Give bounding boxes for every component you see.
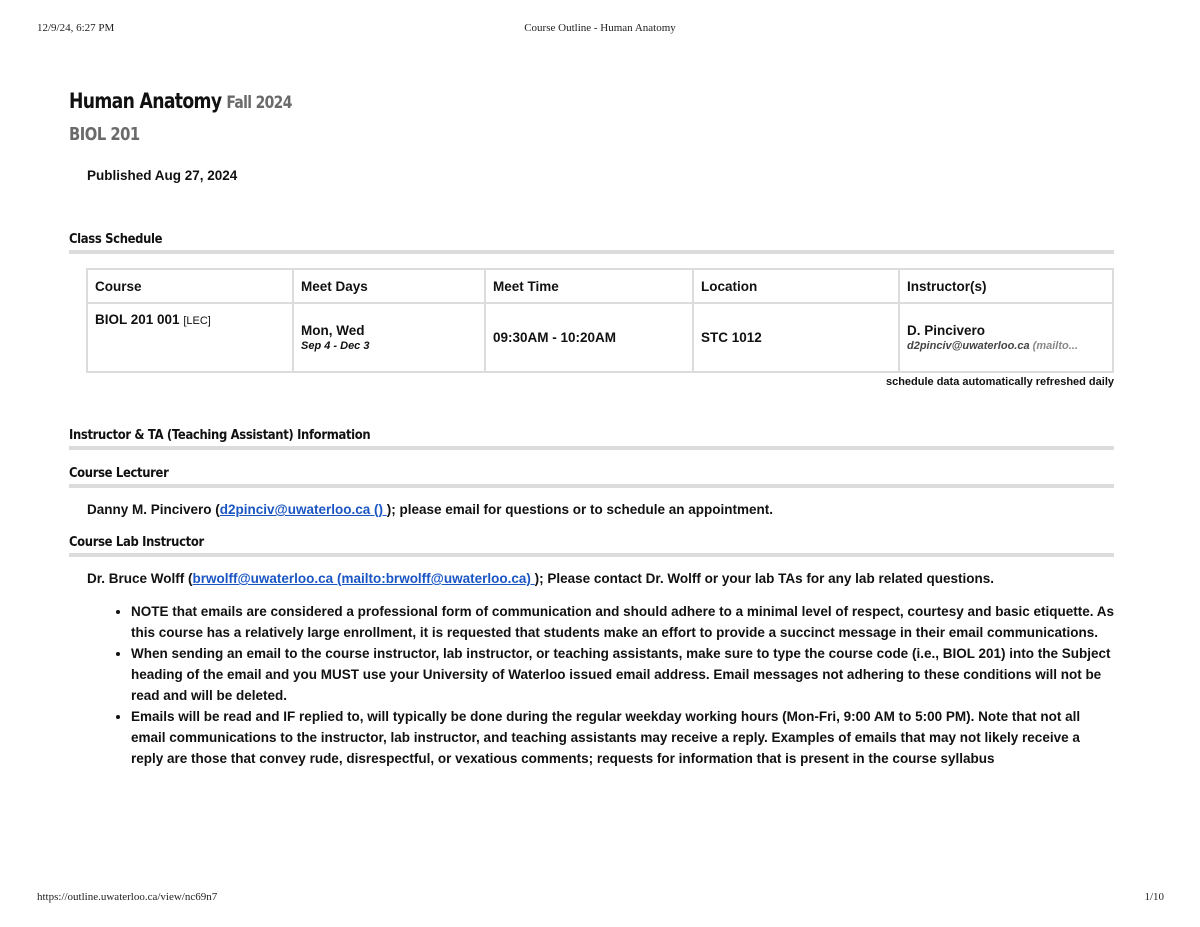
meet-days: Mon, Wed xyxy=(301,323,365,338)
column-header: Meet Time xyxy=(485,269,693,303)
instructor-name: D. Pincivero xyxy=(907,323,986,338)
schedule-header-row xyxy=(87,269,1113,303)
instructor-email[interactable]: d2pinciv@uwaterloo.ca (mailto... xyxy=(907,340,1078,352)
print-footer xyxy=(37,891,1164,903)
class-schedule-heading: Class Schedule xyxy=(69,230,1114,254)
published-date: Published Aug 27, 2024 xyxy=(87,168,238,183)
instructor-ta-heading: Instructor & TA (Teaching Assistant) Information xyxy=(69,426,1114,450)
list-item: • Emails will be read and IF replied to, will typically be done during the regular weekday working hours (Mon-Fri, 9:00 AM to 5:00 PM). Note that not all email communications to the instructor, lab instructor, and teaching assistants may receive a reply. Examples of emails that may not likely receive a reply are those that convey rude, disrespectful, or vexatious comments; requests for information that is present in the course syllabus xyxy=(131,706,1114,769)
instructor-cell xyxy=(899,303,1113,372)
print-page-number: 1/10 xyxy=(1144,891,1164,903)
course-outline-content xyxy=(69,86,1114,769)
meet-dates: Sep 4 - Dec 3 xyxy=(301,340,370,352)
page-title xyxy=(69,86,926,116)
print-url: https://outline.uwaterloo.ca/view/nc69n7 xyxy=(37,891,218,903)
list-item: • When sending an email to the course instructor, lab instructor, or teaching assistants, make sure to type the course code (i.e., BIOL 201) into the Subject heading of the email and you MUST use your University of Waterloo issued email address. Email messages not adhering to these conditions will not be read and will be deleted. xyxy=(131,643,1114,706)
course-cell xyxy=(87,303,293,372)
list-item: • NOTE that emails are considered a professional form of communication and should adhere to a minimal level of respect, courtesy and basic etiquette. As this course has a relatively large enrollment, it is requested that students make an effort to provide a succinct message in their email communications. xyxy=(131,601,1114,643)
column-header: Course xyxy=(87,269,293,303)
column-header: Meet Days xyxy=(293,269,485,303)
schedule-refresh-note: schedule data automatically refreshed daily xyxy=(885,376,1114,388)
course-term: Fall 2024 xyxy=(226,93,292,113)
lab-instructor-info: Dr. Bruce Wolff (brwolff@uwaterloo.ca (mailto:brwolff@uwaterloo.ca) ); Please contact Dr. Wolff or your lab TAs for any lab related questions. xyxy=(87,571,994,586)
section-code: BIOL 201 001 xyxy=(95,312,180,327)
print-title: Course Outline - Human Anatomy xyxy=(524,22,676,34)
course-code: BIOL 201 xyxy=(69,124,140,145)
table-row xyxy=(87,303,1113,372)
course-lab-instructor-heading: Course Lab Instructor xyxy=(69,533,1114,557)
course-title: Human Anatomy xyxy=(69,89,222,113)
lecturer-email-link[interactable]: d2pinciv@uwaterloo.ca () xyxy=(219,502,387,517)
meet-time-cell: 09:30AM - 10:20AM xyxy=(485,303,693,372)
course-lecturer-heading: Course Lecturer xyxy=(69,464,1114,488)
section-type: [LEC] xyxy=(183,315,211,327)
column-header: Instructor(s) xyxy=(899,269,1113,303)
lab-instructor-email-link[interactable]: brwolff@uwaterloo.ca (mailto:brwolff@uwaterloo.ca) xyxy=(192,571,535,586)
meet-days-cell xyxy=(293,303,485,372)
schedule-table xyxy=(86,268,1114,373)
print-datetime: 12/9/24, 6:27 PM xyxy=(37,22,115,34)
location-cell: STC 1012 xyxy=(693,303,899,372)
lecturer-info: Danny M. Pincivero (d2pinciv@uwaterloo.ca () ); please email for questions or to schedule an appointment. xyxy=(87,502,774,517)
email-notes-list xyxy=(69,601,1114,769)
column-header: Location xyxy=(693,269,899,303)
